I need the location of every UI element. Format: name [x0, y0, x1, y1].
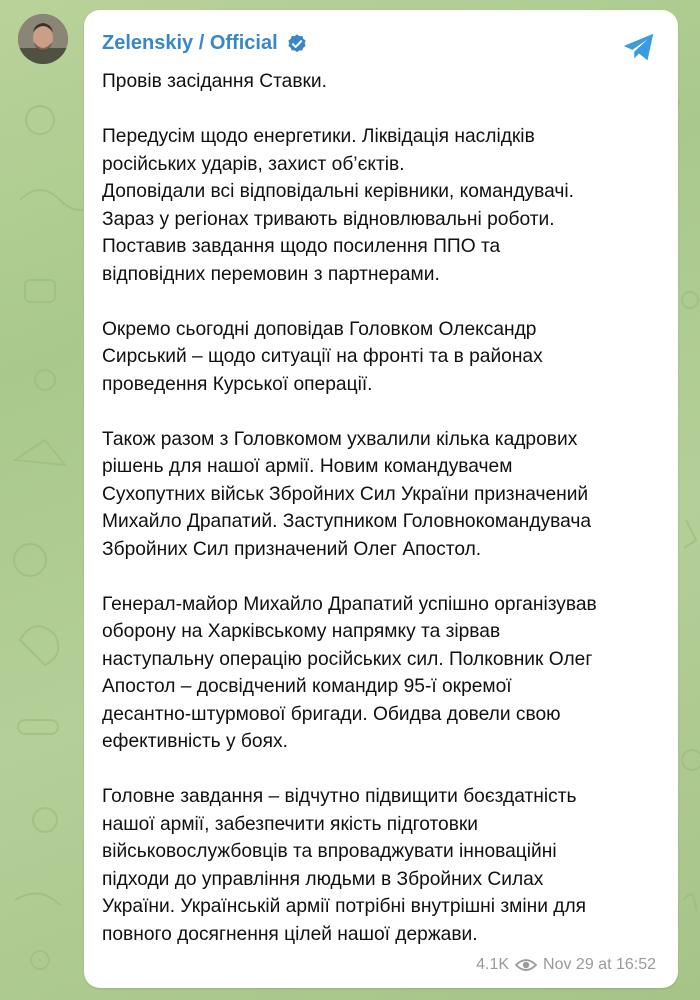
- text-line: наступальну операцію російських сил. Полковник Олег: [102, 648, 593, 670]
- text-line: ефективність у боях.: [102, 731, 288, 752]
- text-line: рішень для нашої армії. Новим командувачем: [102, 456, 513, 477]
- text-line: Сирський – щодо ситуації на фронті та в районах: [102, 346, 543, 367]
- verified-badge-icon: [286, 33, 308, 55]
- text-line: військовослужбовців та впроваджувати інноваційні: [102, 841, 557, 862]
- text-line: російських ударів, захист об’єктів.: [102, 153, 405, 175]
- avatar-portrait: [18, 14, 68, 64]
- text-line: Доповідали всі відповідальні керівники, командувачі.: [102, 181, 574, 202]
- channel-name[interactable]: Zelenskiy / Official: [102, 32, 278, 54]
- text-line: Зараз у регіонах тривають відновлювальні роботи.: [102, 208, 555, 230]
- text-line: повного досягнення цілей нашої держави.: [102, 923, 478, 945]
- channel-avatar[interactable]: [18, 14, 68, 64]
- message-text: [102, 68, 668, 948]
- text-line: проведення Курської операції.: [102, 373, 373, 395]
- paragraph: [102, 123, 668, 288]
- text-line: нашої армії, забезпечити якість підготовки: [102, 813, 479, 835]
- text-line: підходи до управління людьми в Збройних Силах: [102, 868, 544, 890]
- text-line: десантно-штурмової бригади. Обидва довели свою: [102, 703, 561, 725]
- text-line: Збройних Сил призначений Олег Апостол.: [102, 538, 482, 560]
- text-line: Головне завдання – відчутно підвищити боєздатність: [102, 786, 577, 807]
- paragraph: [102, 591, 668, 756]
- text-line: Поставив завдання щодо посилення ППО та: [102, 236, 501, 257]
- message-header: [102, 32, 308, 55]
- eye-icon: [515, 957, 537, 973]
- text-line: Також разом з Головкомом ухвалили кілька кадрових: [102, 428, 578, 450]
- text-line: України. Українській армії потрібні внутрішні зміни для: [102, 896, 587, 917]
- telegram-share-icon[interactable]: [620, 28, 658, 66]
- paragraph: [102, 783, 668, 948]
- text-line: відповідних перемовин з партнерами.: [102, 263, 440, 285]
- text-line: Михайло Драпатий. Заступником Головнокомандувача: [102, 511, 592, 532]
- paragraph: [102, 316, 668, 399]
- paragraph: [102, 68, 668, 96]
- message-bubble: [84, 10, 678, 988]
- message-meta: [476, 956, 656, 974]
- text-line: Сухопутних військ Збройних Сил України призначений: [102, 483, 589, 505]
- paragraph: [102, 426, 668, 564]
- text-line: оборону на Харківському напрямку та зірвав: [102, 621, 501, 642]
- text-line: Передусім щодо енергетики. Ліквідація наслідків: [102, 126, 535, 147]
- text-line: Генерал-майор Михайло Драпатий успішно організував: [102, 593, 597, 615]
- text-line: Окремо сьогодні доповідав Головком Олександр: [102, 318, 537, 340]
- text-line: Провів засідання Ставки.: [102, 71, 327, 92]
- view-count: 4.1K: [476, 956, 510, 973]
- text-line: Апостол – досвідчений командир 95-ї окремої: [102, 676, 512, 697]
- timestamp: Nov 29 at 16:52: [543, 956, 656, 973]
